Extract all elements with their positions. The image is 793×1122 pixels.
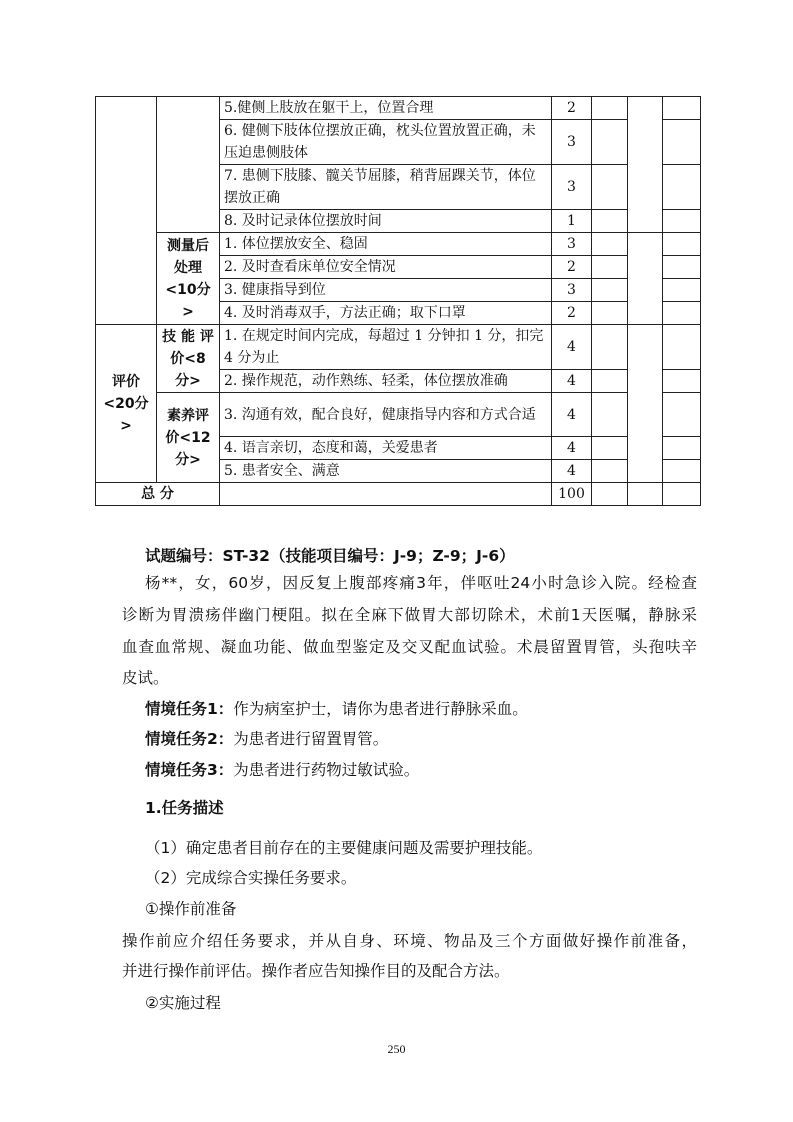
item-points: 2 [552,302,592,325]
item-points: 3 [552,120,592,165]
item-points: 3 [552,279,592,302]
subsection-prep: ①操作前准备 [145,900,237,918]
requirement-2: （2）完成综合实操任务要求。 [145,869,357,887]
subcategory-quality: 素养评价<12分> [157,393,220,483]
category-cell [96,97,157,325]
item-text: 5. 患者安全、满意 [220,460,552,483]
item-text: 5.健侧上肢放在躯干上，位置合理 [220,97,552,120]
item-text: 3. 健康指导到位 [220,279,552,302]
item-text: 7. 患侧下肢膝、髋关节屈膝，稍背屈踝关节，体位摆放正确 [220,165,552,210]
item-text: 3. 沟通有效，配合良好，健康指导内容和方式合适 [220,393,552,437]
prep-line: 并进行操作前评估。操作者应告知操作目的及配合方法。 [122,962,510,980]
item-text: 2. 操作规范，动作熟练、轻柔，体位摆放准确 [220,370,552,393]
item-points: 2 [552,256,592,279]
item-text: 1. 在规定时间内完成，每超过 1 分钟扣 1 分，扣完 4 分为止 [220,325,552,370]
task-3: 情境任务3：为患者进行药物过敏试验。 [145,761,420,779]
table-row [96,233,701,256]
item-points: 4 [552,393,592,437]
item-points: 4 [552,460,592,483]
item-text: 4. 及时消毒双手，方法正确；取下口罩 [220,302,552,325]
table-row [96,97,701,120]
subcategory-post-measure: 测量后处理<10分> [157,233,220,325]
subcategory-skill: 技 能 评价<8 分> [157,325,220,393]
prep-line: 操作前应介绍任务要求，并从自身、环境、物品及三个方面做好操作前准备， [122,932,697,950]
requirement-1: （1）确定患者目前存在的主要健康问题及需要护理技能。 [145,839,543,857]
page-number: 250 [387,1042,406,1056]
item-text: 1. 体位摆放安全、稳固 [220,233,552,256]
subsection-process: ②实施过程 [145,994,221,1012]
task-2: 情境任务2：为患者进行留置胃管。 [145,730,389,748]
case-line: 皮试。 [122,669,169,687]
item-points: 4 [552,370,592,393]
item-text: 4. 语言亲切，态度和蔼，关爱患者 [220,437,552,460]
case-line: 诊断为胃溃疡伴幽门梗阻。拟在全麻下做胃大部切除术，术前1天医嘱，静脉采 [122,606,697,624]
total-points: 100 [552,483,592,506]
question-heading: 试题编号：ST-32（技能项目编号：J-9；Z-9；J-6） [145,547,515,565]
scoring-table [95,96,701,506]
category-evaluation: 评价<20分> [96,325,157,483]
table-row [96,325,701,370]
total-label: 总 分 [96,483,220,506]
item-points: 3 [552,165,592,210]
total-row [96,483,701,506]
item-points: 1 [552,210,592,233]
item-points: 2 [552,97,592,120]
section-task-description: 1.任务描述 [145,799,224,817]
item-points: 4 [552,325,592,370]
table-row [96,393,701,437]
item-points: 4 [552,437,592,460]
case-line: 血查血常规、凝血功能、做血型鉴定及交叉配血试验。术晨留置胃管，头孢呋辛 [122,638,697,656]
item-points: 3 [552,233,592,256]
item-text: 6. 健侧下肢体位摆放正确，枕头位置放置正确，未压迫患侧肢体 [220,120,552,165]
task-1: 情境任务1：作为病室护士，请你为患者进行静脉采血。 [145,700,528,718]
item-text: 8. 及时记录体位摆放时间 [220,210,552,233]
subcategory-cell [157,97,220,233]
item-text: 2. 及时查看床单位安全情况 [220,256,552,279]
case-line: 杨**，女，60岁，因反复上腹部疼痛3年，伴呕吐24小时急诊入院。经检查 [145,574,697,592]
